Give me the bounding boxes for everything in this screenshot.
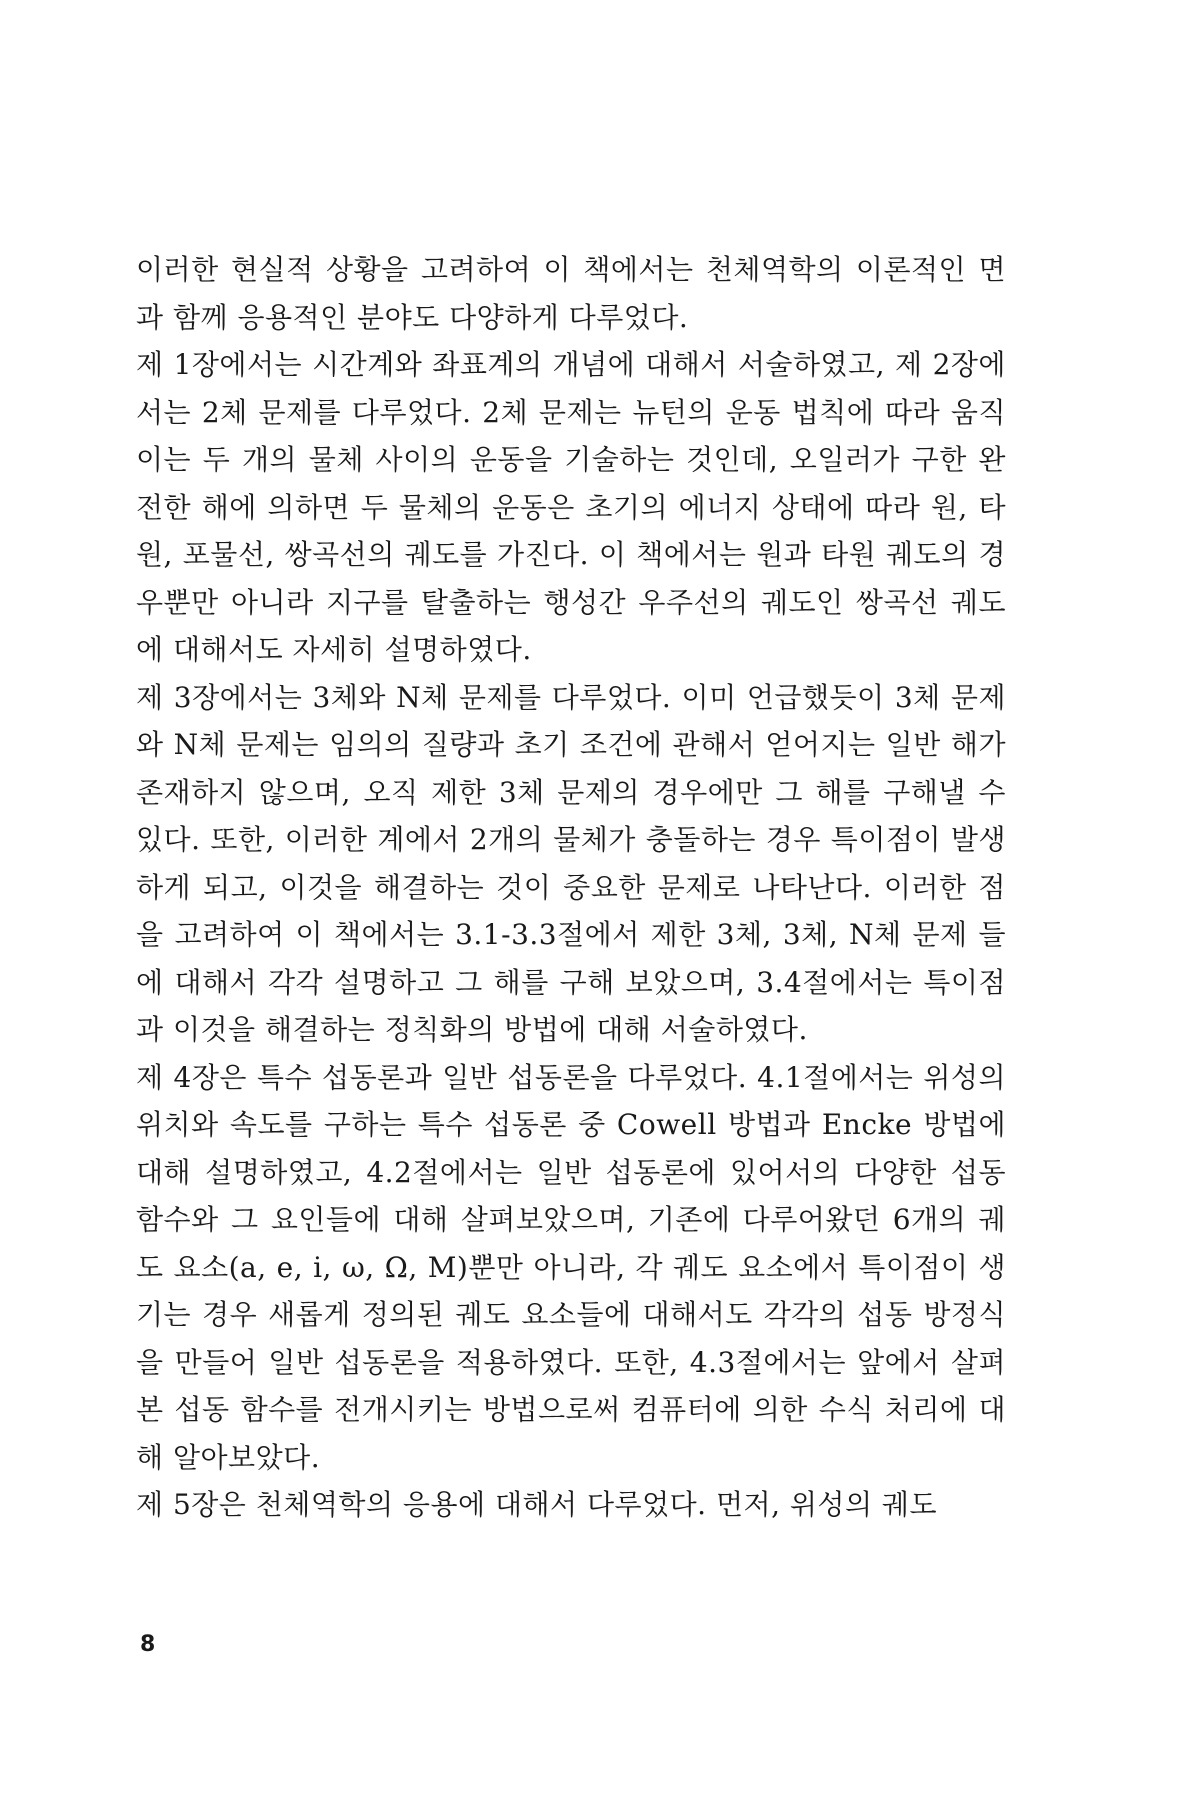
page-number: 8 (140, 1632, 156, 1657)
paragraph-chapter-1-2: 제 1장에서는 시간계와 좌표계의 개념에 대해서 서술하였고, 제 2장에서는 2체 문제를 다루었다. 2체 문제는 뉴턴의 운동 법칙에 따라 움직이는 두 개의 물체 사이의 운동을 기술하는 것인데, 오일러가 구한 완전한 해에 의하면 두 물체의 운동은 초기의 에너지 상태에 따라 원, 타원, 포물선, 쌍곡선의 궤도를 가진다. 이 책에서는 원과 타원 궤도의 경우뿐만 아니라 지구를 탈출하는 행성간 우주선의 궤도인 쌍곡선 궤도에 대해서도 자세히 설명하였다. (136, 348, 1006, 666)
paragraph-chapter-4: 제 4장은 특수 섭동론과 일반 섭동론을 다루었다. 4.1절에서는 위성의 위치와 속도를 구하는 특수 섭동론 중 Cowell 방법과 Encke 방법에 대해 설명하였고, 4.2절에서는 일반 섭동론에 있어서의 다양한 섭동 함수와 그 요인들에 대해 살펴보았으며, 기존에 다루어왔던 6개의 궤도 요소(a, e, i, ω, Ω, M)뿐만 아니라, 각 궤도 요소에서 특이점이 생기는 경우 새롭게 정의된 궤도 요소들에 대해서도 각각의 섭동 방정식을 만들어 일반 섭동론을 적용하였다. 또한, 4.3절에서는 앞에서 살펴본 섭동 함수를 전개시키는 방법으로써 컴퓨터에 의한 수식 처리에 대해 알아보았다. (136, 1060, 1006, 1474)
body-text (136, 246, 1006, 1529)
paragraph-chapter-3: 제 3장에서는 3체와 N체 문제를 다루었다. 이미 언급했듯이 3체 문제와 N체 문제는 임의의 질량과 초기 조건에 관해서 얻어지는 일반 해가 존재하지 않으며, 오직 제한 3체 문제의 경우에만 그 해를 구해낼 수 있다. 또한, 이러한 계에서 2개의 물체가 충돌하는 경우 특이점이 발생하게 되고, 이것을 해결하는 것이 중요한 문제로 나타난다. 이러한 점을 고려하여 이 책에서는 3.1-3.3절에서 제한 3체, 3체, N체 문제 들에 대해서 각각 설명하고 그 해를 구해 보았으며, 3.4절에서는 특이점과 이것을 해결하는 정칙화의 방법에 대해 서술하였다. (136, 680, 1006, 1046)
paragraph-intro: 이러한 현실적 상황을 고려하여 이 책에서는 천체역학의 이론적인 면과 함께 응용적인 분야도 다양하게 다루었다. (136, 253, 1006, 334)
paragraph-chapter-5: 제 5장은 천체역학의 응용에 대해서 다루었다. 먼저, 위성의 궤도 (136, 1488, 938, 1521)
